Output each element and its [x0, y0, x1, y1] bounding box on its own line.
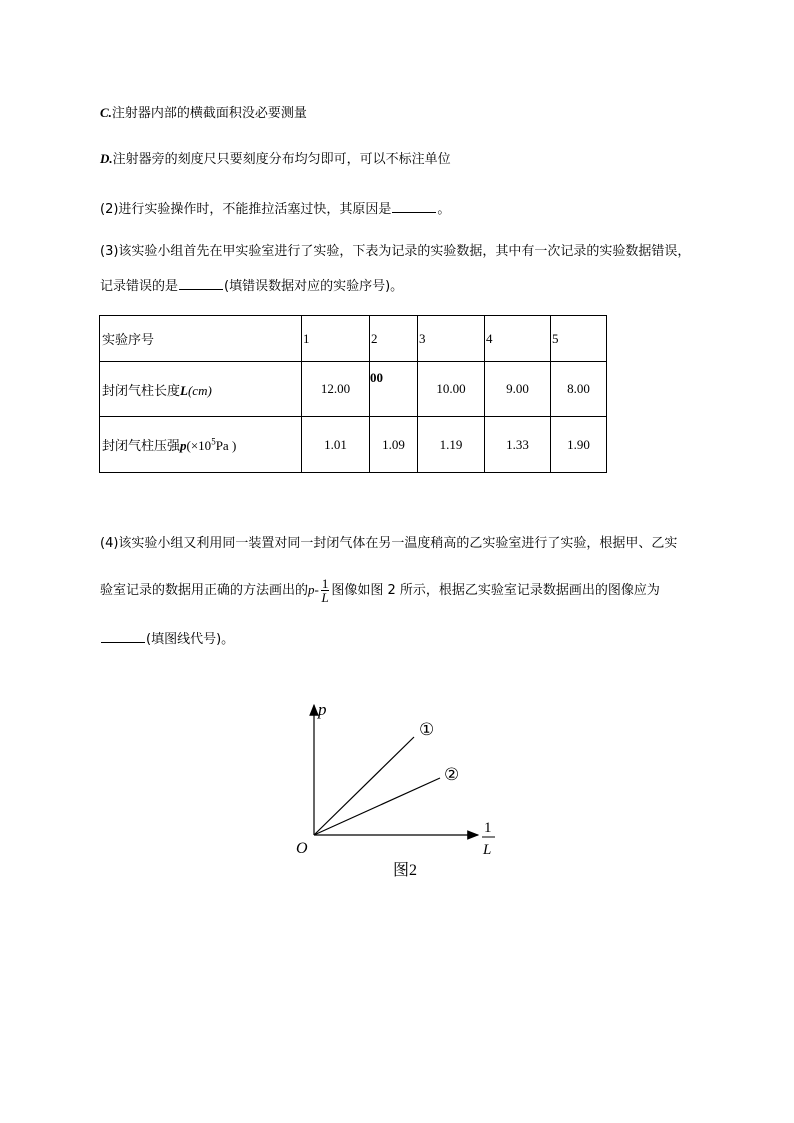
length-value-4: 9.00: [485, 362, 551, 417]
question-3-line2: [100, 276, 403, 296]
question-2: [100, 199, 450, 219]
origin-label: O: [296, 840, 308, 857]
question-4-line2: [100, 575, 660, 606]
table-row-pressure: [100, 417, 607, 473]
q4-text-2: 图像如图 2 所示，根据乙实验室记录数据画出的图像应为: [331, 583, 660, 598]
option-d-text: 注射器旁的刻度尺只要刻度分布均匀即可，可以不标注单位: [112, 152, 451, 167]
pressure-value-5: 1.90: [551, 417, 607, 473]
graph-line-2: [314, 778, 440, 835]
pressure-value-1: 1.01: [302, 417, 370, 473]
pressure-value-3: 1.19: [418, 417, 485, 473]
q3-text: 记录错误的是: [100, 279, 179, 294]
x-label-den: L: [483, 842, 492, 858]
question-4-line1: (4)该实验小组又利用同一装置对同一封闭气体在另一温度稍高的乙实验室进行了实验，根据甲、乙实: [100, 536, 678, 551]
index-3: 3: [418, 316, 485, 362]
q2-answer-blank[interactable]: [392, 199, 436, 213]
pressure-value-4: 1.33: [485, 417, 551, 473]
length-label: 封闭气柱长度L(cm): [100, 362, 302, 417]
line-1-label: ①: [419, 720, 435, 739]
index-5: 5: [551, 316, 607, 362]
q4-answer-blank[interactable]: [101, 629, 145, 643]
q4-p: p: [308, 582, 315, 597]
length-value-1: 12.00: [302, 362, 370, 417]
option-d-label: D.: [100, 151, 113, 166]
question-3-line1: (3)该实验小组首先在甲实验室进行了实验，下表为记录的实验数据，其中有一次记录的实验数据错误，: [100, 244, 691, 259]
q4-text: 验室记录的数据用正确的方法画出的: [100, 583, 309, 598]
length-value-2: 00: [370, 362, 418, 417]
table-row-length: [100, 362, 607, 417]
figure-2: [290, 695, 510, 885]
option-d: [100, 150, 451, 169]
line-2-label: ②: [444, 765, 460, 784]
q4-dash: -: [314, 582, 319, 597]
index-2: 2: [370, 316, 418, 362]
option-c-label: C.: [100, 105, 112, 120]
length-value-5: 8.00: [551, 362, 607, 417]
table-row-header: [100, 316, 607, 362]
q4-fraction: [321, 577, 330, 604]
figure-caption: 图2: [393, 862, 418, 879]
pressure-label: 封闭气柱压强$p(\times 10^5Pa$ ): [100, 417, 302, 473]
pressure-value-2: 1.09: [370, 417, 418, 473]
index-1: 1: [302, 316, 370, 362]
index-4: 4: [485, 316, 551, 362]
option-c: [100, 104, 307, 123]
y-axis-label: p: [318, 700, 327, 719]
question-4-line3: [100, 629, 234, 649]
q3-answer-blank[interactable]: [179, 276, 223, 290]
x-label-num: 1: [484, 820, 492, 836]
q3-hint: (填错误数据对应的实验序号)。: [224, 279, 404, 294]
q2-text: (2)进行实验操作时，不能推拉活塞过快，其原因是: [100, 202, 392, 217]
q2-end: 。: [437, 202, 451, 217]
header-label: 实验序号: [100, 316, 302, 362]
q4-hint: (填图线代号)。: [146, 632, 235, 647]
data-table: [99, 315, 607, 473]
q4-frac-den: L: [321, 590, 329, 605]
option-c-text: 注射器内部的横截面积没必要测量: [111, 106, 307, 121]
length-value-3: 10.00: [418, 362, 485, 417]
q4-frac-num: 1: [321, 576, 329, 591]
graph-line-1: [314, 737, 414, 835]
